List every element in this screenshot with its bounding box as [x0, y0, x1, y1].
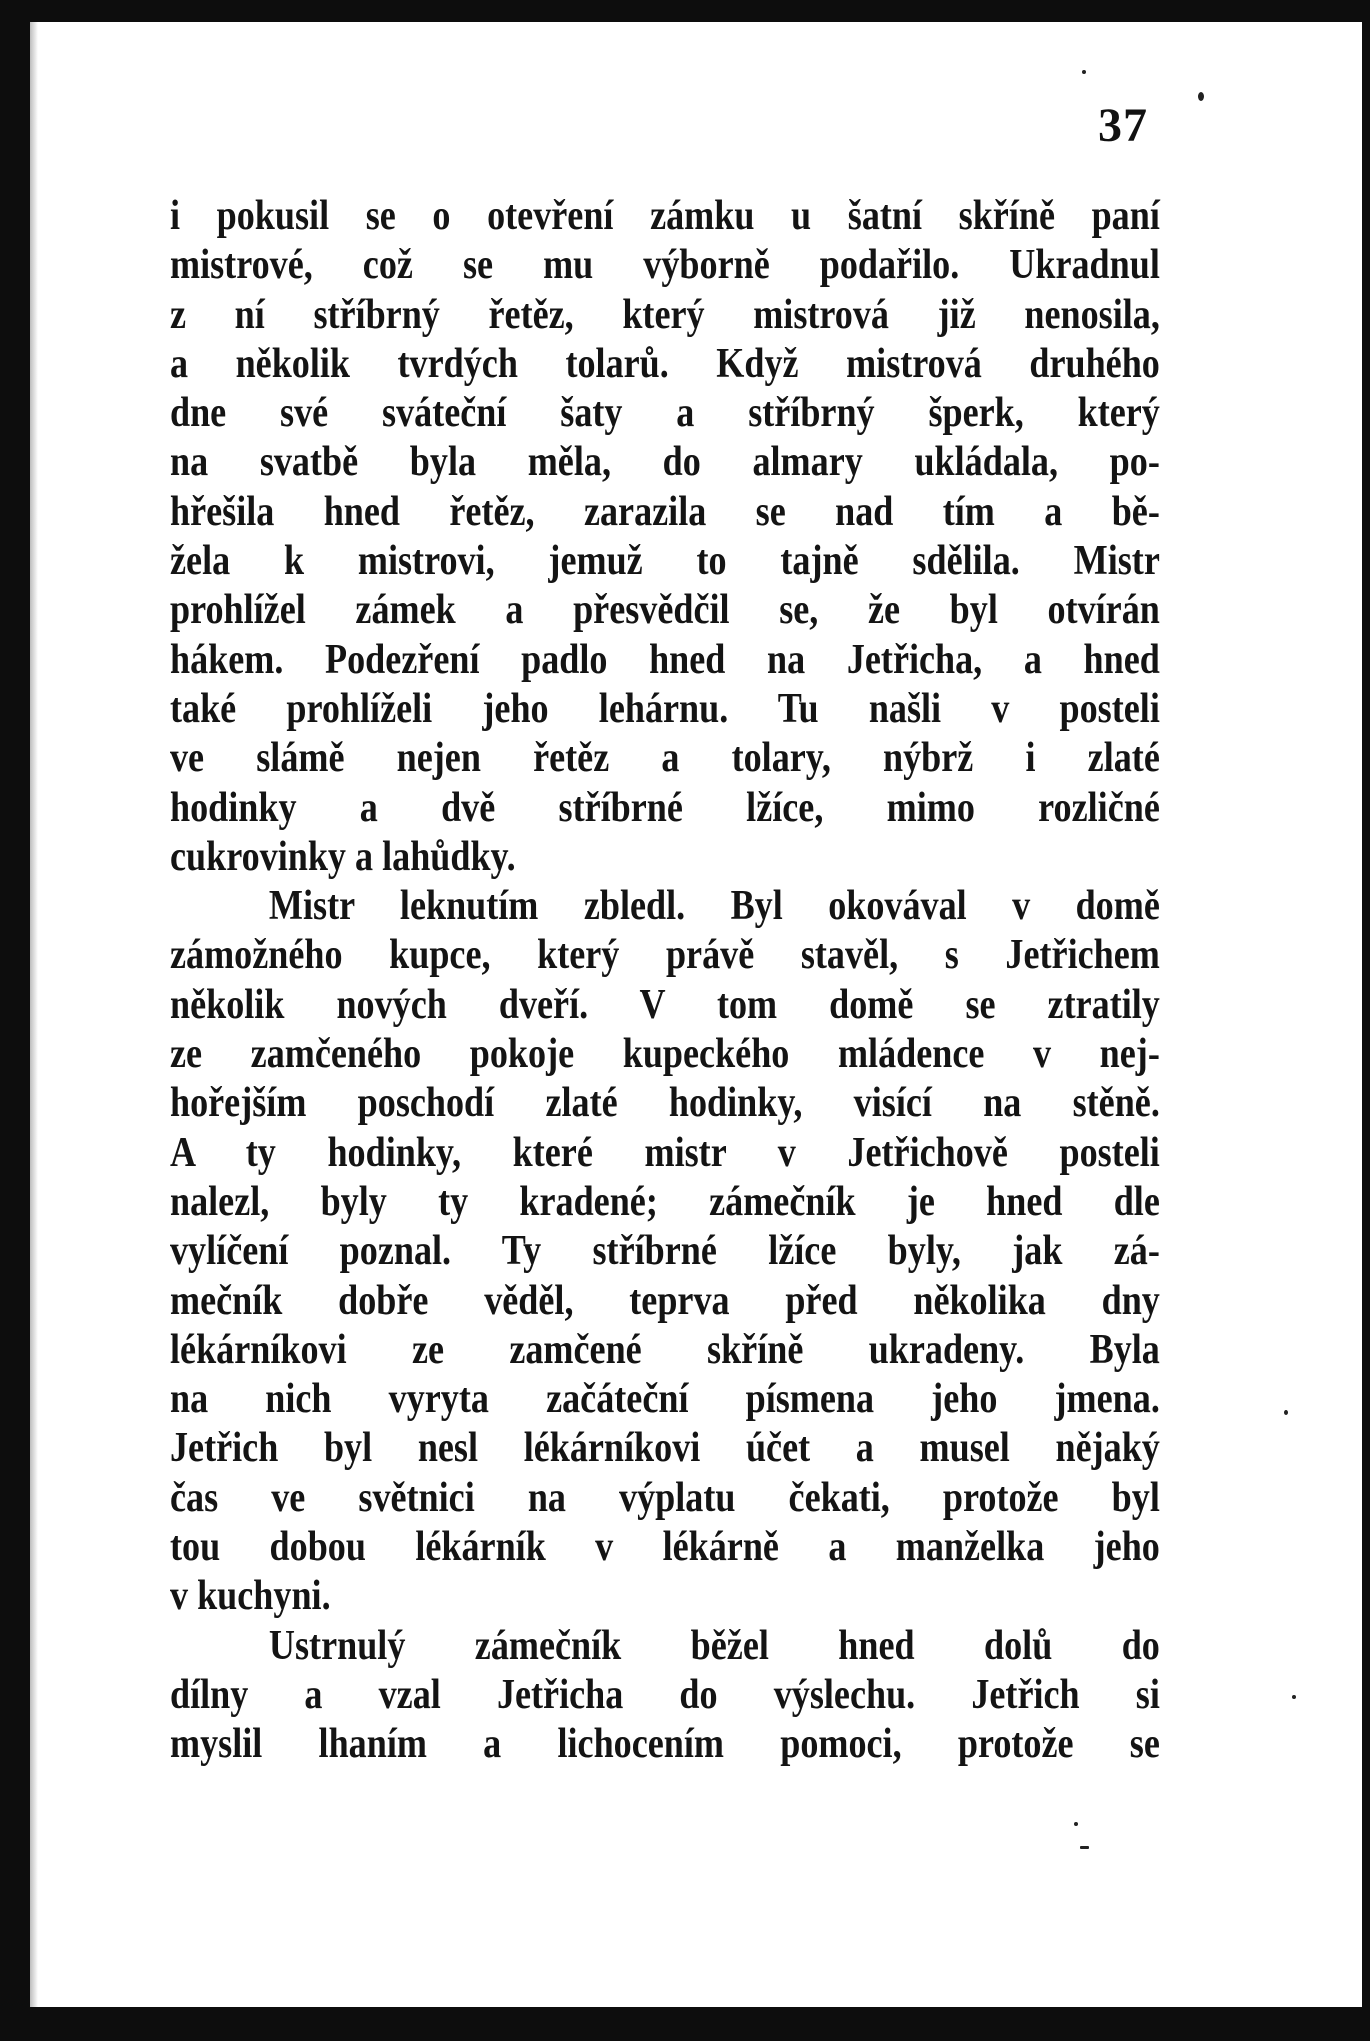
text-line: Jetřich byl nesl lékárníkovi účet a musel nějaký [170, 1425, 1160, 1472]
text-line: dílny a vzal Jetřicha do výslechu. Jetřich si [170, 1671, 1160, 1718]
text-line: Mistr leknutím zbledl. Byl okovával v domě [268, 883, 1160, 930]
text-line: zámožného kupce, který právě stavěl, s Jetřichem [170, 932, 1160, 979]
text-line: vylíčení poznal. Ty stříbrné lžíce byly, jak zá- [170, 1228, 1160, 1275]
ink-speck [1284, 1410, 1288, 1415]
text-line: hákem. Podezření padlo hned na Jetřicha, a hned [170, 636, 1160, 683]
ink-speck [1292, 1695, 1296, 1699]
text-line: hořejším poschodí zlaté hodinky, visící na stěně. [170, 1080, 1160, 1127]
ink-speck [1080, 1846, 1089, 1849]
page-number: 37 [1098, 99, 1148, 152]
text-line: lékárníkovi ze zamčené skříně ukradeny. Byla [170, 1326, 1160, 1373]
text-line: prohlížel zámek a přesvědčil se, že byl otvírán [170, 587, 1160, 634]
text-line: ve slámě nejen řetěz a tolary, nýbrž i zlaté [170, 735, 1160, 782]
ink-speck [1082, 70, 1086, 74]
text-line: několik nových dveří. V tom domě se ztratily [170, 981, 1160, 1028]
text-line: ze zamčeného pokoje kupeckého mládence v nej- [170, 1031, 1160, 1078]
page-edge-shadow [30, 22, 38, 2007]
text-line: nalezl, byly ty kradené; zámečník je hned dle [170, 1178, 1160, 1225]
text-line: cukrovinky a lahůdky. [170, 833, 516, 880]
text-line: myslil lhaním a lichocením pomoci, protože se [170, 1721, 1160, 1768]
text-line: na svatbě byla měla, do almary ukládala, po- [170, 439, 1160, 486]
ink-speck [1074, 1822, 1078, 1826]
text-line: v kuchyni. [170, 1573, 331, 1620]
text-line: hřešila hned řetěz, zarazila se nad tím a bě- [170, 488, 1160, 535]
text-line: mečník dobře věděl, teprva před několika dny [170, 1277, 1160, 1324]
text-line: tou dobou lékárník v lékárně a manželka jeho [170, 1524, 1160, 1571]
text-line: a několik tvrdých tolarů. Když mistrová druhého [170, 340, 1160, 387]
text-line: čas ve světnici na výplatu čekati, protože byl [170, 1474, 1160, 1521]
text-line: na nich vyryta začáteční písmena jeho jmena. [170, 1376, 1160, 1423]
ink-speck [1198, 92, 1204, 101]
text-line: z ní stříbrný řetěz, který mistrová již nenosila, [170, 291, 1160, 338]
text-line: dne své sváteční šaty a stříbrný šperk, který [170, 390, 1160, 437]
text-line: Ustrnulý zámečník běžel hned dolů do [268, 1622, 1160, 1669]
text-line: i pokusil se o otevření zámku u šatní skříně paní [170, 193, 1160, 239]
text-line: mistrové, což se mu výborně podařilo. Ukradnul [170, 242, 1160, 289]
text-line: hodinky a dvě stříbrné lžíce, mimo rozličné [170, 784, 1160, 831]
text-line: žela k mistrovi, jemuž to tajně sdělila. Mistr [170, 538, 1160, 585]
text-line: také prohlíželi jeho lehárnu. Tu našli v posteli [170, 685, 1160, 732]
body-text [170, 192, 1160, 1770]
text-line: A ty hodinky, které mistr v Jetřichově posteli [170, 1129, 1160, 1176]
